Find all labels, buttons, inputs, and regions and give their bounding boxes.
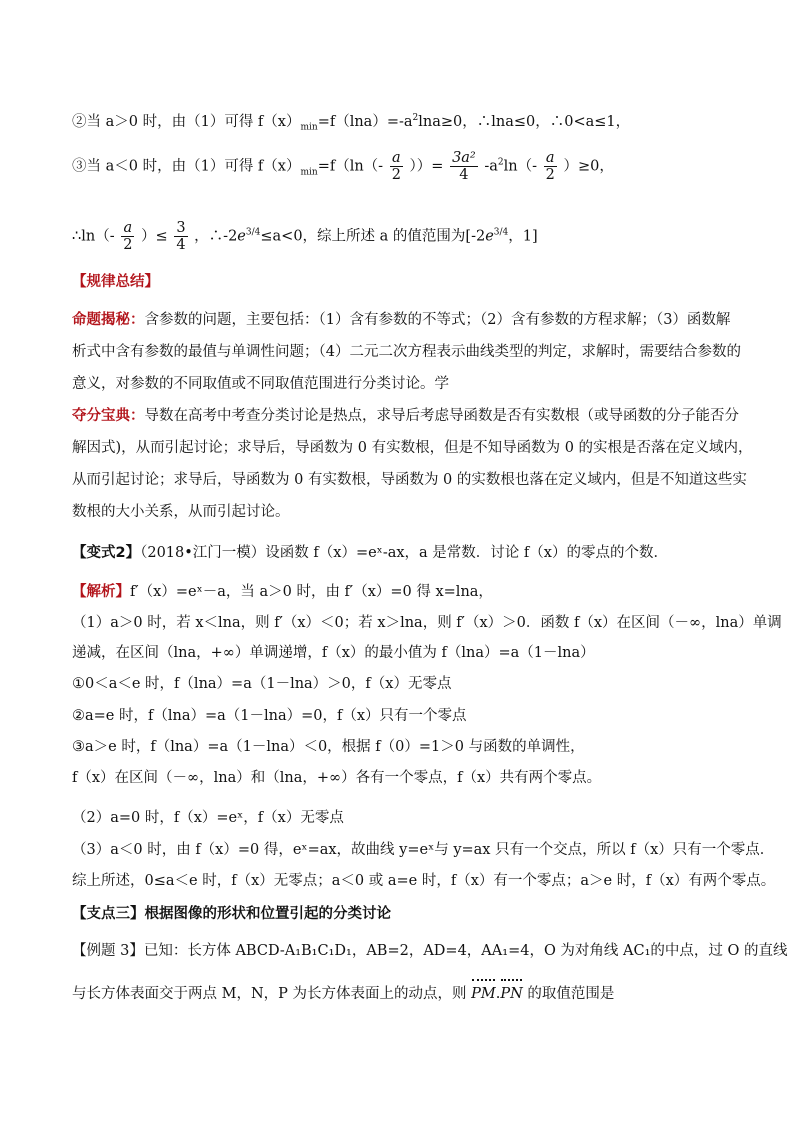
analysis-line-8: （2）a=0 时，f（x）=eˣ，f（x）无零点: [72, 810, 344, 826]
analysis-line-3: 递减，在区间（lna，+∞）单调递增，f（x）的最小值为 f（lna）=a（1－lna）: [72, 645, 595, 661]
solution-case-3: ③当 a＜0 时，由（1）可得 $f(x)_{min}=f(\ln(-$ $\frac{a}{2}$ ））= $\frac{\text{3a²}}{4}$ $-a^2\ln(-$ $\frac{a}{2}$ ）≥0，: [72, 150, 614, 183]
summary-p1-line1: 命题揭秘：含参数的问题，主要包括：（1）含有参数的不等式；（2）含有参数的方程求解；（3）函数解: [72, 311, 731, 328]
summary-p2-line2: 解因式)，从而引起讨论；求导后，导函数为 0 有实数根，但是不知导函数为 0 的实根是否落在定义域内，: [72, 440, 753, 456]
analysis-line-7: f（x）在区间（－∞，lna）和（lna，+∞）各有一个零点，f（x）共有两个零点。: [72, 770, 602, 786]
analysis-line-4: ①0＜a＜e 时，f（lna）=a（1－lna）＞0，f（x）无零点: [72, 676, 452, 692]
summary-p2-line1: 夺分宝典：导数在高考中考查分类讨论是热点，求导后考虑导函数是否有实数根（或导函数的分子能否分: [72, 407, 739, 424]
fraction: $\frac{a}{2}$: [545, 150, 555, 183]
summary-heading: 【规律总结】: [72, 273, 159, 290]
summary-p2-line3: 从而引起讨论；求导后，导函数为 0 有实数根，导函数为 0 的实数根也落在定义域内，但是不知道这些实: [72, 472, 747, 488]
solution-conclusion: ∴ln（- $\frac{a}{2}$ ）≤ $\frac{3}{4}$ ，$\therefore-2e^{3/4}\le a<0$，综上所述 a 的值范围为[$-2e^{3/4}$，1]: [72, 220, 538, 253]
summary-p1-line3: 意义，对参数的不同取值或不同取值范围进行分类讨论。学: [72, 376, 449, 392]
analysis-line-9: （3）a＜0 时，由 f（x）=0 得，eˣ=ax，故曲线 y=eˣ与 y=ax 只有一个交点，所以 f（x）只有一个零点．: [72, 842, 775, 858]
fraction: $\frac{a}{2}$: [123, 220, 133, 253]
summary-label-2: 夺分宝典：: [72, 407, 145, 424]
section-3-heading: 【支点三】根据图像的形状和位置引起的分类讨论: [72, 906, 391, 922]
analysis-label: 【解析】: [72, 583, 130, 600]
example-3-label: 【例题 3】: [72, 943, 144, 959]
summary-p2-line4: 数根的大小关系，从而引起讨论。: [72, 504, 290, 520]
vector-pm: PM: [471, 986, 496, 1002]
analysis-line-2: （1）a＞0 时，若 x＜lna，则 f′（x）＜0；若 x＞lna，则 f′（x）＞0．函数 f（x）在区间（－∞，lna）单调: [72, 615, 782, 631]
fraction: $\frac{\text{3a²}}{4}$: [452, 150, 476, 183]
example-3-line-2: 与长方体表面交于两点 M，N，P 为长方体表面上的动点，则 PM.PN 的取值范围是: [72, 986, 615, 1002]
vector-pn: PN: [500, 986, 523, 1002]
fraction: $\frac{a}{2}$: [391, 150, 401, 183]
summary-label-1: 命题揭秘：: [72, 311, 145, 328]
solution-case-2: ②当 a＞0 时，由（1）可得 $f(x)_{min}=f(\ln a)=-a^2\ln a\ge 0$，∴lna≤0，∴0<a≤1，: [72, 113, 631, 133]
analysis-line-10: 综上所述，0≤a＜e 时，f（x）无零点；a＜0 或 a=e 时，f（x）有一个零点；a＞e 时，f（x）有两个零点。: [72, 873, 776, 889]
analysis-line-6: ③a＞e 时，f（lna）=a（1－lna）＜0，根据 f（0）=1＞0 与函数的单调性，: [72, 739, 585, 755]
analysis-line-5: ②a=e 时，f（lna）=a（1－lna）=0，f（x）只有一个零点: [72, 708, 467, 724]
variant-label: 【变式2】: [72, 545, 141, 561]
analysis-line-1: 【解析】f′（x）=eˣ－a，当 a＞0 时，由 f′（x）=0 得 x=lna，: [72, 583, 493, 600]
variant-2: 【变式2】（2018•江门一模）设函数 f（x）=eˣ-ax，a 是常数．讨论 f（x）的零点的个数．: [72, 545, 668, 561]
example-3-line-1: 【例题 3】已知：长方体 ABCD-A₁B₁C₁D₁，AB=2，AD=4，AA₁=4，O 为对角线 AC₁的中点，过 O 的直线: [72, 943, 788, 959]
fraction: $\frac{3}{4}$: [176, 220, 186, 253]
summary-p1-line2: 析式中含有参数的最值与单调性问题；（4）二元二次方程表示曲线类型的判定，求解时，需要结合参数的: [72, 344, 741, 360]
